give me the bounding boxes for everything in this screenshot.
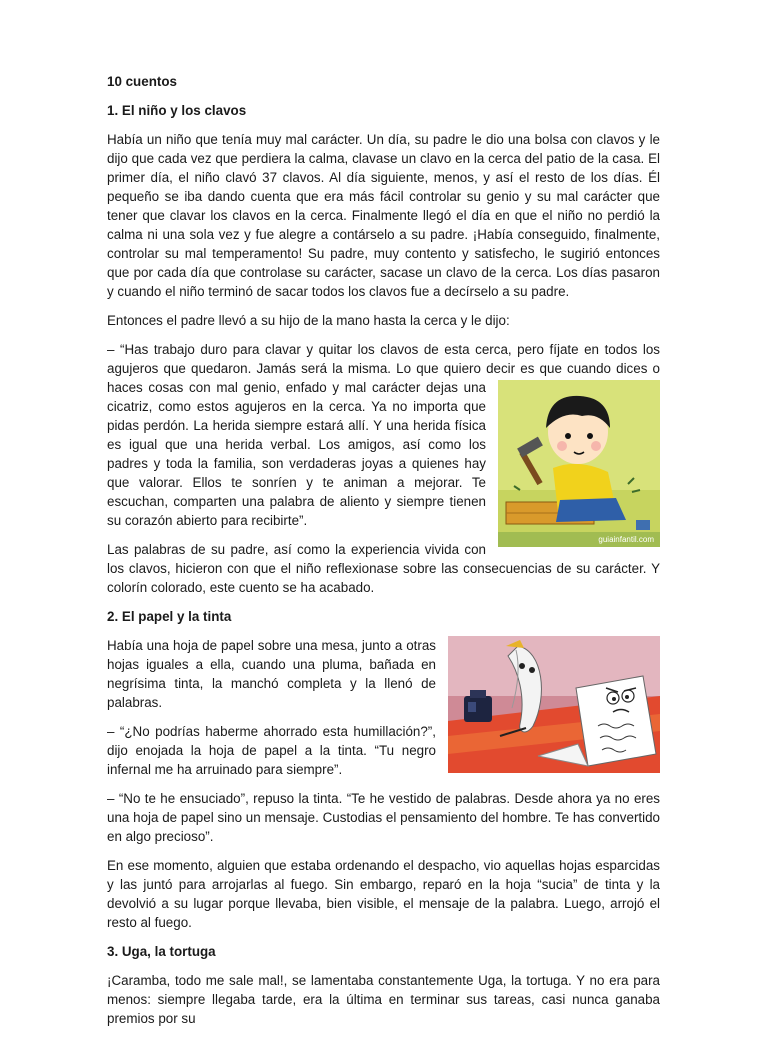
story-1-paragraph: Las palabras de su padre, así como la experiencia vivida con los clavos, hicieron con que el niño reflexionase sobre las consecuencias de su carácter. Y colorín colorado, este cuento se ha acabado. bbox=[107, 542, 660, 595]
story-2-heading: 2. El papel y la tinta bbox=[107, 609, 232, 624]
story-1-quote: – “Has trabajo duro para clavar y quitar los clavos de esta cerca, pero fíjate en todos los agujeros que quedaron. Jamás será la misma. Lo que quiero decir es que cuando dices o haces cosas con bbox=[107, 342, 660, 395]
story-2-paragraph: Había una hoja de papel sobre una mesa, junto a otras hojas iguales a ella, cuando una pluma, bañada en negrísima tinta, la manchó completa y la llenó de palabras. bbox=[107, 638, 436, 710]
story-2-paragraph: En ese momento, alguien que estaba ordenando el despacho, vio aquellas hojas esparcidas y las juntó para arrojarlas al fuego. Sin embargo, reparó en la hoja “sucia” de tinta y la devolvió a su lugar porque llevaba, bien visible, el mensaje de la palabra. Luego, arrojó el resto al fuego. bbox=[107, 858, 660, 930]
story-1-quote-lead bbox=[107, 340, 660, 544]
paper-and-ink-illustration bbox=[448, 636, 660, 773]
image-watermark: guiainfantil.com bbox=[598, 535, 654, 544]
document-title: 10 cuentos bbox=[107, 74, 177, 89]
story-1-heading: 1. El niño y los clavos bbox=[107, 103, 247, 118]
boy-hammering-nails-illustration bbox=[498, 380, 660, 547]
story-3-paragraph: ¡Caramba, todo me sale mal!, se lamentaba constantemente Uga, la tortuga. Y no era para menos: siempre llegaba tarde, era la última en terminar sus tareas, casi nunca ganaba premios por su bbox=[107, 973, 660, 1026]
story-2-paragraph: – “¿No podrías haberme ahorrado esta humillación?”, dijo enojada la hoja de papel a la tinta. “Tu negro infernal me ha arruinado para siempre”. bbox=[107, 724, 436, 777]
story-1-paragraph: Entonces el padre llevó a su hijo de la mano hasta la cerca y le dijo: bbox=[107, 313, 510, 328]
story-1-paragraph: Había un niño que tenía muy mal carácter. Un día, su padre le dio una bolsa con clavos y le dijo que cada vez que perdiera la calma, clavase un clavo en la cerca del patio de la casa. El primer día, el niño clavó 37 clavos. Al día siguiente, menos, y así el resto de los días. Él pequeño se iba dando cuenta que era más fácil controlar su genio y su mal carácter que tener que clavar los clavos en la cerca. Finalmente llegó el día en que el niño no perdió la calma ni una sola vez y fue alegre a contárselo a su padre. ¡Había conseguido, finalmente, controlar su mal temperamento! Su padre, muy contento y satisfecho, le sugirió entonces que por cada día que controlase su carácter, sacase un clavo de la cerca. Los días pasaron y cuando el niño terminó de sacar todos los clavos fue a decírselo a su padre. bbox=[107, 132, 660, 299]
document-body bbox=[107, 72, 660, 1038]
story-3-heading: 3. Uga, la tortuga bbox=[107, 944, 216, 959]
story-2-paragraph: – “No te he ensuciado”, repuso la tinta. “Te he vestido de palabras. Desde ahora ya no eres una hoja de papel sino un mensaje. Custodias el pensamiento del hombre. Te has convertido en algo precioso”. bbox=[107, 791, 660, 844]
story-1-quote-continued: mal genio, enfado y mal carácter dejas una cicatriz, como estos agujeros en la cerca. Ya no importa que pidas perdón. La herida siempre estará allí. Y una herida física es igual que una herida verbal. Los amigos, así como los padres y toda la familia, son verdaderas joyas a quienes hay que valorar. Ellos te sonríen y te animan a mejorar. Te escuchan, comparten una palabra de aliento y siempre tienen su corazón abierto para recibirte”. bbox=[107, 380, 486, 528]
